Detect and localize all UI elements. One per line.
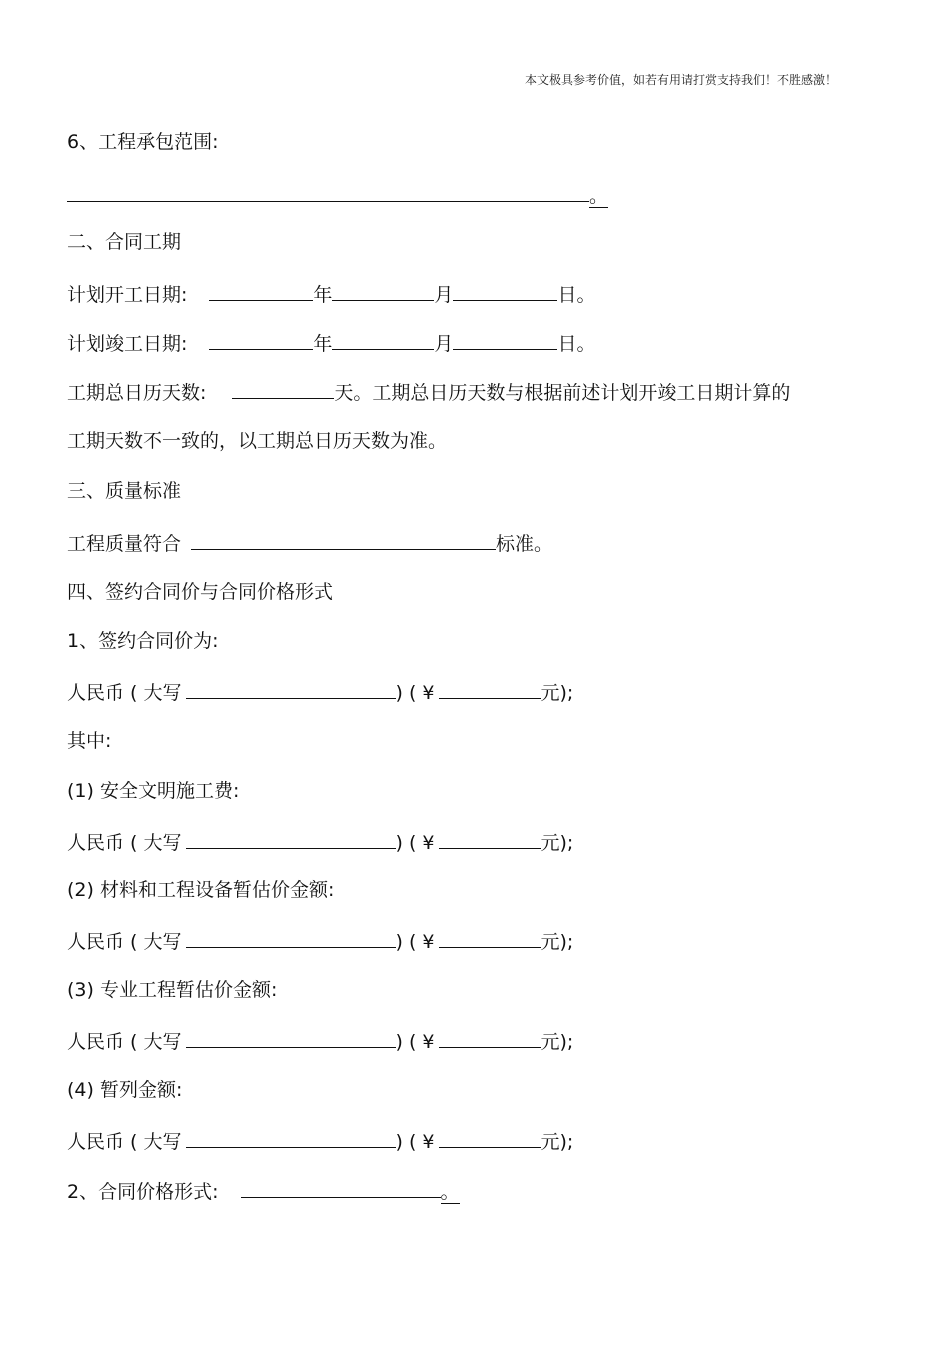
rmb-prefix: 人民币 ( 大写 — [67, 682, 182, 704]
rmb-amount-blank[interactable] — [439, 829, 541, 849]
rmb-prefix: 人民币 ( 大写 — [67, 931, 182, 953]
header-note: 本文极具参考价值，如若有用请打赏支持我们！不胜感激！ — [524, 73, 837, 87]
scope-heading: 6、工程承包范围: — [67, 131, 219, 153]
rmb-words-blank[interactable] — [186, 928, 396, 948]
price-form-line — [67, 1178, 460, 1204]
price-heading: 1、签约合同价为: — [67, 630, 219, 652]
rmb-words-blank[interactable] — [186, 679, 396, 699]
price-form-end: 。 — [440, 1181, 460, 1203]
item1-label: (1) 安全文明施工费: — [67, 780, 240, 802]
scope-end-mark: 。 — [589, 185, 609, 207]
total-days-label: 工期总日历天数: — [67, 382, 207, 404]
rmb-suffix: 元); — [540, 1131, 574, 1153]
rmb-mid: ) ( ¥ — [395, 682, 435, 704]
total-days-line — [67, 379, 790, 405]
rmb-suffix: 元); — [540, 832, 574, 854]
rmb-words-blank[interactable] — [186, 829, 396, 849]
rmb-amount-blank[interactable] — [439, 928, 541, 948]
start-day-blank[interactable] — [453, 281, 557, 301]
start-date-line — [67, 281, 595, 307]
finish-year-blank[interactable] — [209, 330, 313, 350]
section3-heading: 三、质量标准 — [67, 480, 182, 502]
start-date-label: 计划开工日期: — [67, 284, 188, 306]
start-month-unit: 月 — [434, 284, 454, 306]
finish-date-line — [67, 330, 595, 356]
quality-line — [67, 530, 553, 556]
total-days-suffix: 天。工期总日历天数与根据前述计划开竣工日期计算的 — [334, 382, 791, 404]
scope-blank[interactable] — [67, 182, 589, 202]
section2-heading: 二、合同工期 — [67, 231, 182, 253]
quality-label: 工程质量符合 — [67, 533, 182, 555]
item3-label: (3) 专业工程暂估价金额: — [67, 979, 278, 1001]
start-day-unit: 日。 — [557, 284, 596, 306]
rmb-suffix: 元); — [540, 1031, 574, 1053]
rmb-prefix: 人民币 ( 大写 — [67, 1031, 182, 1053]
rmb-suffix: 元); — [540, 931, 574, 953]
rmb-words-blank[interactable] — [186, 1028, 396, 1048]
quality-blank[interactable] — [191, 530, 496, 550]
among-label: 其中: — [67, 730, 112, 752]
finish-month-blank[interactable] — [332, 330, 434, 350]
total-days-blank[interactable] — [232, 379, 334, 399]
item4-label: (4) 暂列金额: — [67, 1079, 183, 1101]
finish-date-label: 计划竣工日期: — [67, 333, 188, 355]
rmb-amount-blank[interactable] — [439, 679, 541, 699]
section4-heading: 四、签约合同价与合同价格形式 — [67, 581, 334, 603]
rmb-line-item4 — [67, 1128, 573, 1154]
finish-day-blank[interactable] — [453, 330, 557, 350]
price-form-label: 2、合同价格形式: — [67, 1181, 219, 1203]
rmb-mid: ) ( ¥ — [395, 1031, 435, 1053]
rmb-prefix: 人民币 ( 大写 — [67, 832, 182, 854]
start-year-unit: 年 — [313, 284, 333, 306]
start-month-blank[interactable] — [332, 281, 434, 301]
rmb-line-total — [67, 679, 573, 705]
rmb-words-blank[interactable] — [186, 1128, 396, 1148]
finish-year-unit: 年 — [313, 333, 333, 355]
rmb-line-item1 — [67, 829, 573, 855]
rmb-line-item2 — [67, 928, 573, 954]
rmb-suffix: 元); — [540, 682, 574, 704]
price-form-blank[interactable] — [241, 1178, 441, 1198]
finish-day-unit: 日。 — [557, 333, 596, 355]
rmb-line-item3 — [67, 1028, 573, 1054]
total-days-line2: 工期天数不一致的，以工期总日历天数为准。 — [67, 430, 448, 452]
scope-blank-line — [67, 182, 608, 208]
item2-label: (2) 材料和工程设备暂估价金额: — [67, 879, 335, 901]
quality-suffix: 标准。 — [496, 533, 554, 555]
rmb-mid: ) ( ¥ — [395, 1131, 435, 1153]
rmb-amount-blank[interactable] — [439, 1128, 541, 1148]
rmb-amount-blank[interactable] — [439, 1028, 541, 1048]
rmb-mid: ) ( ¥ — [395, 931, 435, 953]
rmb-mid: ) ( ¥ — [395, 832, 435, 854]
start-year-blank[interactable] — [209, 281, 313, 301]
rmb-prefix: 人民币 ( 大写 — [67, 1131, 182, 1153]
finish-month-unit: 月 — [434, 333, 454, 355]
